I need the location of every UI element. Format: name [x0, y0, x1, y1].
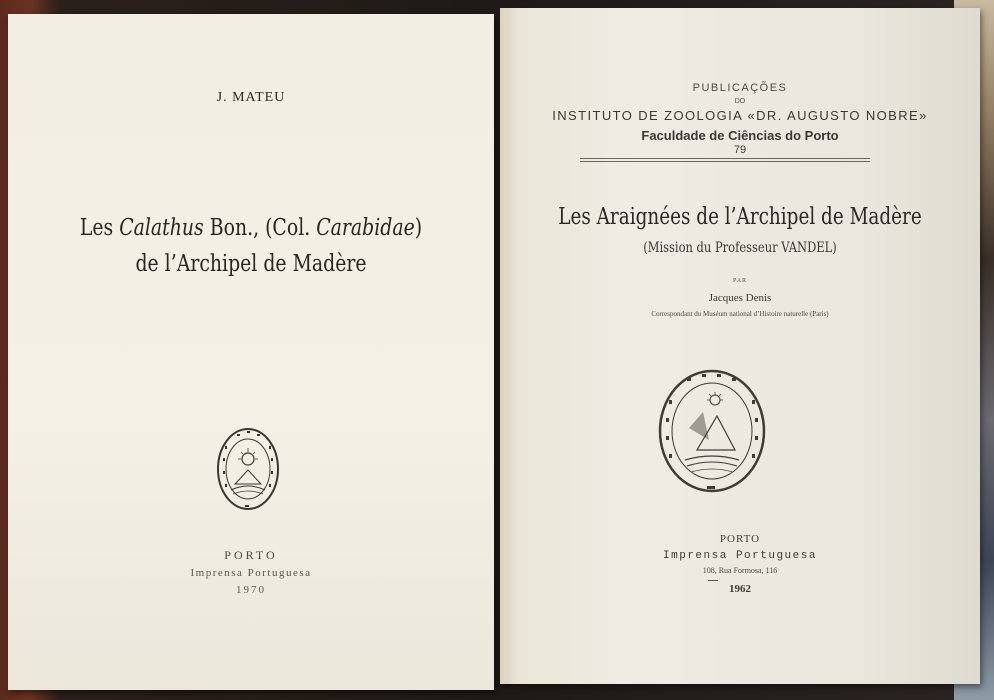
left-book-press: Imprensa Portuguesa: [190, 567, 312, 579]
right-book-city: PORTO: [719, 533, 761, 545]
right-book-dash: [708, 580, 718, 581]
right-book-series-label: PUBLICAÇÕES: [692, 82, 788, 94]
right-book-author-affiliation: Correspondant du Muséum national d’Histoire naturelle (Paris): [651, 310, 829, 318]
left-book-seal-icon: [215, 426, 281, 512]
right-book-press: Imprensa Portuguesa: [663, 550, 817, 562]
left-book-city: PORTO: [224, 548, 278, 562]
left-book-title: [52, 210, 451, 282]
right-book-year: 1962: [729, 583, 751, 595]
left-book-title-line2: de l’Archipel de Madère: [135, 251, 367, 277]
left-book-cover: [8, 14, 494, 690]
left-book-title-line1: Les Calathus Bon., (Col. Carabidae): [79, 215, 423, 241]
right-book-number: 79: [733, 144, 747, 156]
right-book-subtitle: (Mission du Professeur VANDEL): [643, 240, 837, 256]
left-book-author: J. MATEU: [216, 90, 286, 105]
right-book-institute: INSTITUTO DE ZOOLOGIA «DR. AUGUSTO NOBRE»: [552, 108, 928, 123]
right-book-title: Les Araignées de l’Archipel de Madère: [558, 204, 922, 230]
right-book-address: 108, Rua Formosa, 116: [702, 566, 778, 575]
right-book-author: Jacques Denis: [708, 292, 772, 304]
right-book-faculty: Faculdade de Ciências do Porto: [641, 128, 839, 143]
right-book-seal-icon: [657, 368, 767, 494]
right-book-series-do: DO: [734, 98, 746, 105]
right-book-divider-2: [580, 161, 870, 162]
right-book-cover: [500, 8, 980, 684]
left-book-year: 1970: [236, 584, 266, 596]
right-book-par: PAR: [732, 278, 748, 284]
right-book-divider: [580, 158, 870, 159]
